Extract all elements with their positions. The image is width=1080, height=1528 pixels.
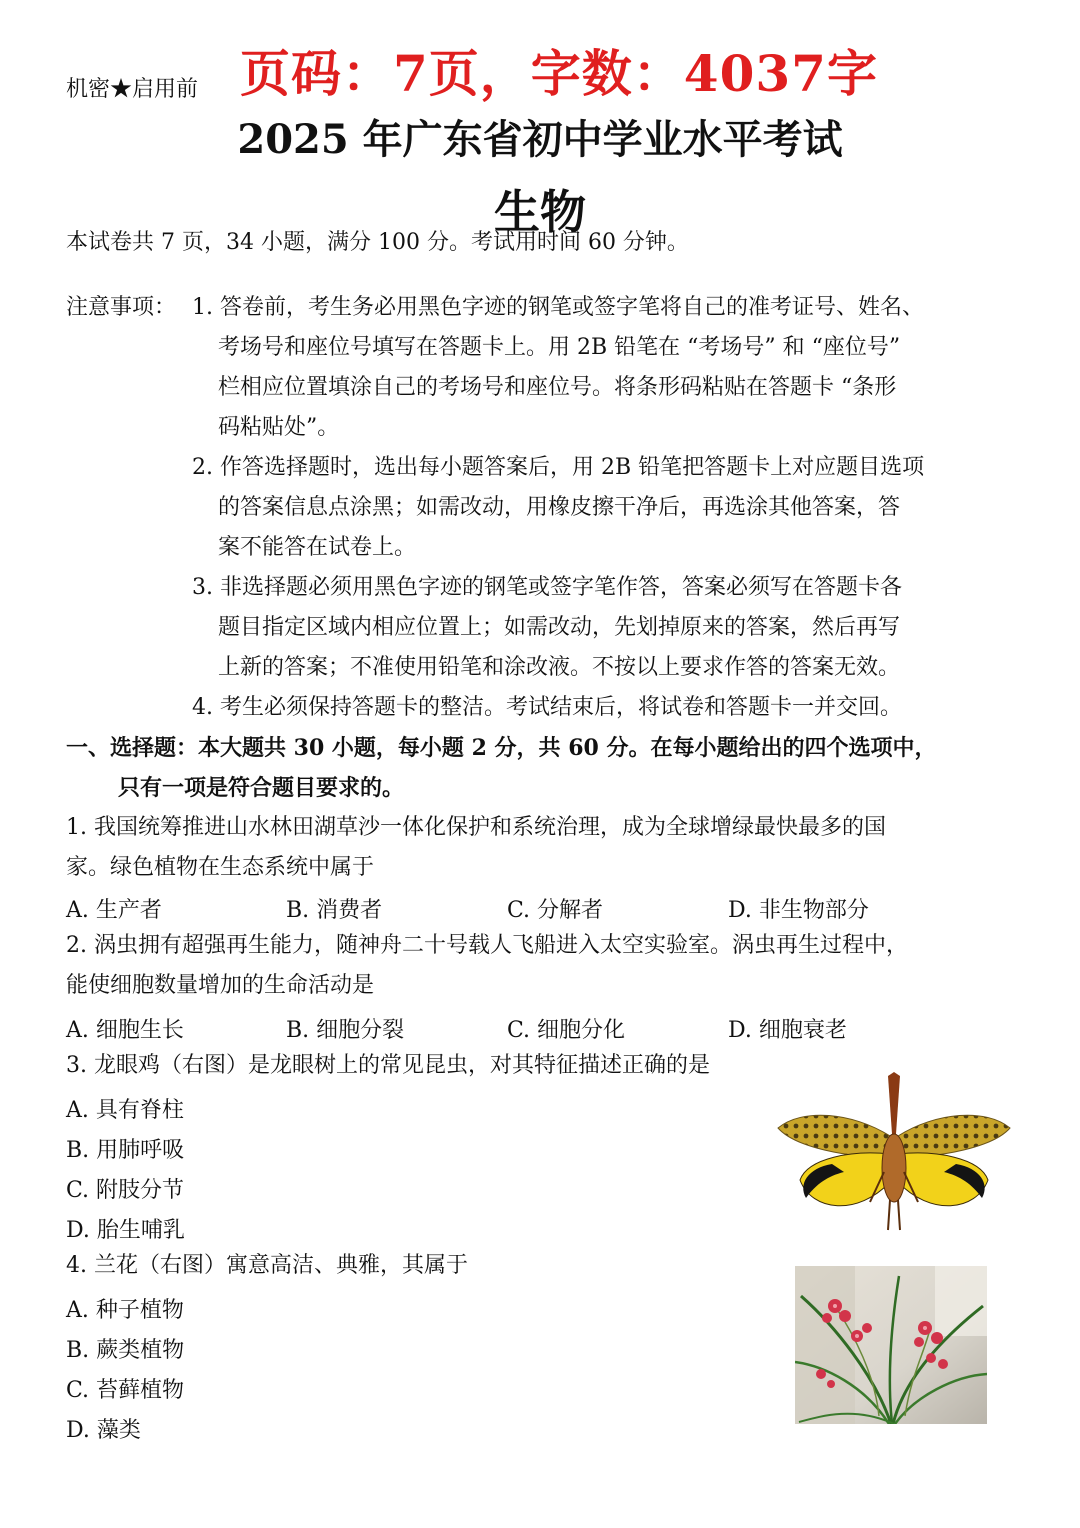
note-line: 栏相应位置填涂自己的考场号和座位号。将条形码粘贴在答题卡 “条形 bbox=[218, 375, 897, 400]
orchid-image bbox=[795, 1266, 987, 1424]
note-line: 案不能答在试卷上。 bbox=[218, 535, 417, 560]
question-2-option-c: C. 细胞分化 bbox=[507, 1018, 626, 1043]
section-heading: 一、选择题：本大题共 30 小题，每小题 2 分，共 60 分。在每小题给出的四个选项中， bbox=[66, 735, 937, 761]
note-line: 考场号和座位号填写在答题卡上。用 2B 铅笔在 “考场号” 和 “座位号” bbox=[218, 335, 901, 360]
lanternfly-image bbox=[772, 1072, 1016, 1246]
notes-label: 注意事项： bbox=[66, 295, 177, 320]
question-4-stem: 4. 兰花（右图）寓意高洁、典雅，其属于 bbox=[66, 1253, 468, 1278]
exam-intro: 本试卷共 7 页，34 小题，满分 100 分。考试用时间 60 分钟。 bbox=[66, 230, 689, 255]
question-1-stem-cont: 家。绿色植物在生态系统中属于 bbox=[66, 855, 375, 880]
note-line: 码粘贴处”。 bbox=[218, 415, 340, 440]
question-4-option-a: A. 种子植物 bbox=[66, 1298, 184, 1323]
question-3-stem: 3. 龙眼鸡（右图）是龙眼树上的常见昆虫，对其特征描述正确的是 bbox=[66, 1053, 710, 1078]
note-line: 3. 非选择题必须用黑色字迹的钢笔或签字笔作答，答案必须写在答题卡各 bbox=[192, 575, 902, 600]
exam-title: 2025 年广东省初中学业水平考试 bbox=[237, 116, 843, 163]
question-2-option-d: D. 细胞衰老 bbox=[728, 1018, 847, 1043]
question-1-option-d: D. 非生物部分 bbox=[728, 898, 869, 923]
question-4-option-c: C. 苔藓植物 bbox=[66, 1378, 185, 1403]
question-3-option-b: B. 用肺呼吸 bbox=[66, 1138, 185, 1163]
note-line: 题目指定区域内相应位置上；如需改动，先划掉原来的答案，然后再写 bbox=[218, 615, 901, 640]
note-line: 的答案信息点涂黑；如需改动，用橡皮擦干净后，再选涂其他答案，答 bbox=[218, 495, 901, 520]
question-3-option-a: A. 具有脊柱 bbox=[66, 1098, 184, 1123]
note-line: 2. 作答选择题时，选出每小题答案后，用 2B 铅笔把答题卡上对应题目选项 bbox=[192, 455, 925, 480]
note-line: 4. 考生必须保持答题卡的整洁。考试结束后，将试卷和答题卡一并交回。 bbox=[192, 695, 902, 720]
section-heading-cont: 只有一项是符合题目要求的。 bbox=[118, 775, 405, 801]
question-1-option-c: C. 分解者 bbox=[507, 898, 604, 923]
question-1-option-a: A. 生产者 bbox=[66, 898, 162, 923]
question-3-option-d: D. 胎生哺乳 bbox=[66, 1218, 185, 1243]
question-4-option-d: D. 藻类 bbox=[66, 1418, 141, 1443]
subject-title: 生物 bbox=[494, 185, 586, 239]
question-2-stem-cont: 能使细胞数量增加的生命活动是 bbox=[66, 973, 375, 998]
confidential-label: 机密★启用前 bbox=[66, 77, 199, 102]
question-2-stem: 2. 涡虫拥有超强再生能力，随神舟二十号载人飞船进入太空实验室。涡虫再生过程中， bbox=[66, 933, 908, 958]
note-line: 上新的答案；不准使用铅笔和涂改液。不按以上要求作答的答案无效。 bbox=[218, 655, 901, 680]
note-line: 1. 答卷前，考生务必用黑色字迹的钢笔或签字笔将自己的准考证号、姓名、 bbox=[192, 295, 924, 320]
question-2-option-a: A. 细胞生长 bbox=[66, 1018, 184, 1043]
question-2-option-b: B. 细胞分裂 bbox=[286, 1018, 405, 1043]
page-info-banner: 页码：7页，字数：4037字 bbox=[240, 44, 878, 103]
question-4-option-b: B. 蕨类植物 bbox=[66, 1338, 185, 1363]
question-3-option-c: C. 附肢分节 bbox=[66, 1178, 185, 1203]
question-1-stem: 1. 我国统筹推进山水林田湖草沙一体化保护和系统治理，成为全球增绿最快最多的国 bbox=[66, 815, 886, 840]
question-1-option-b: B. 消费者 bbox=[286, 898, 383, 923]
